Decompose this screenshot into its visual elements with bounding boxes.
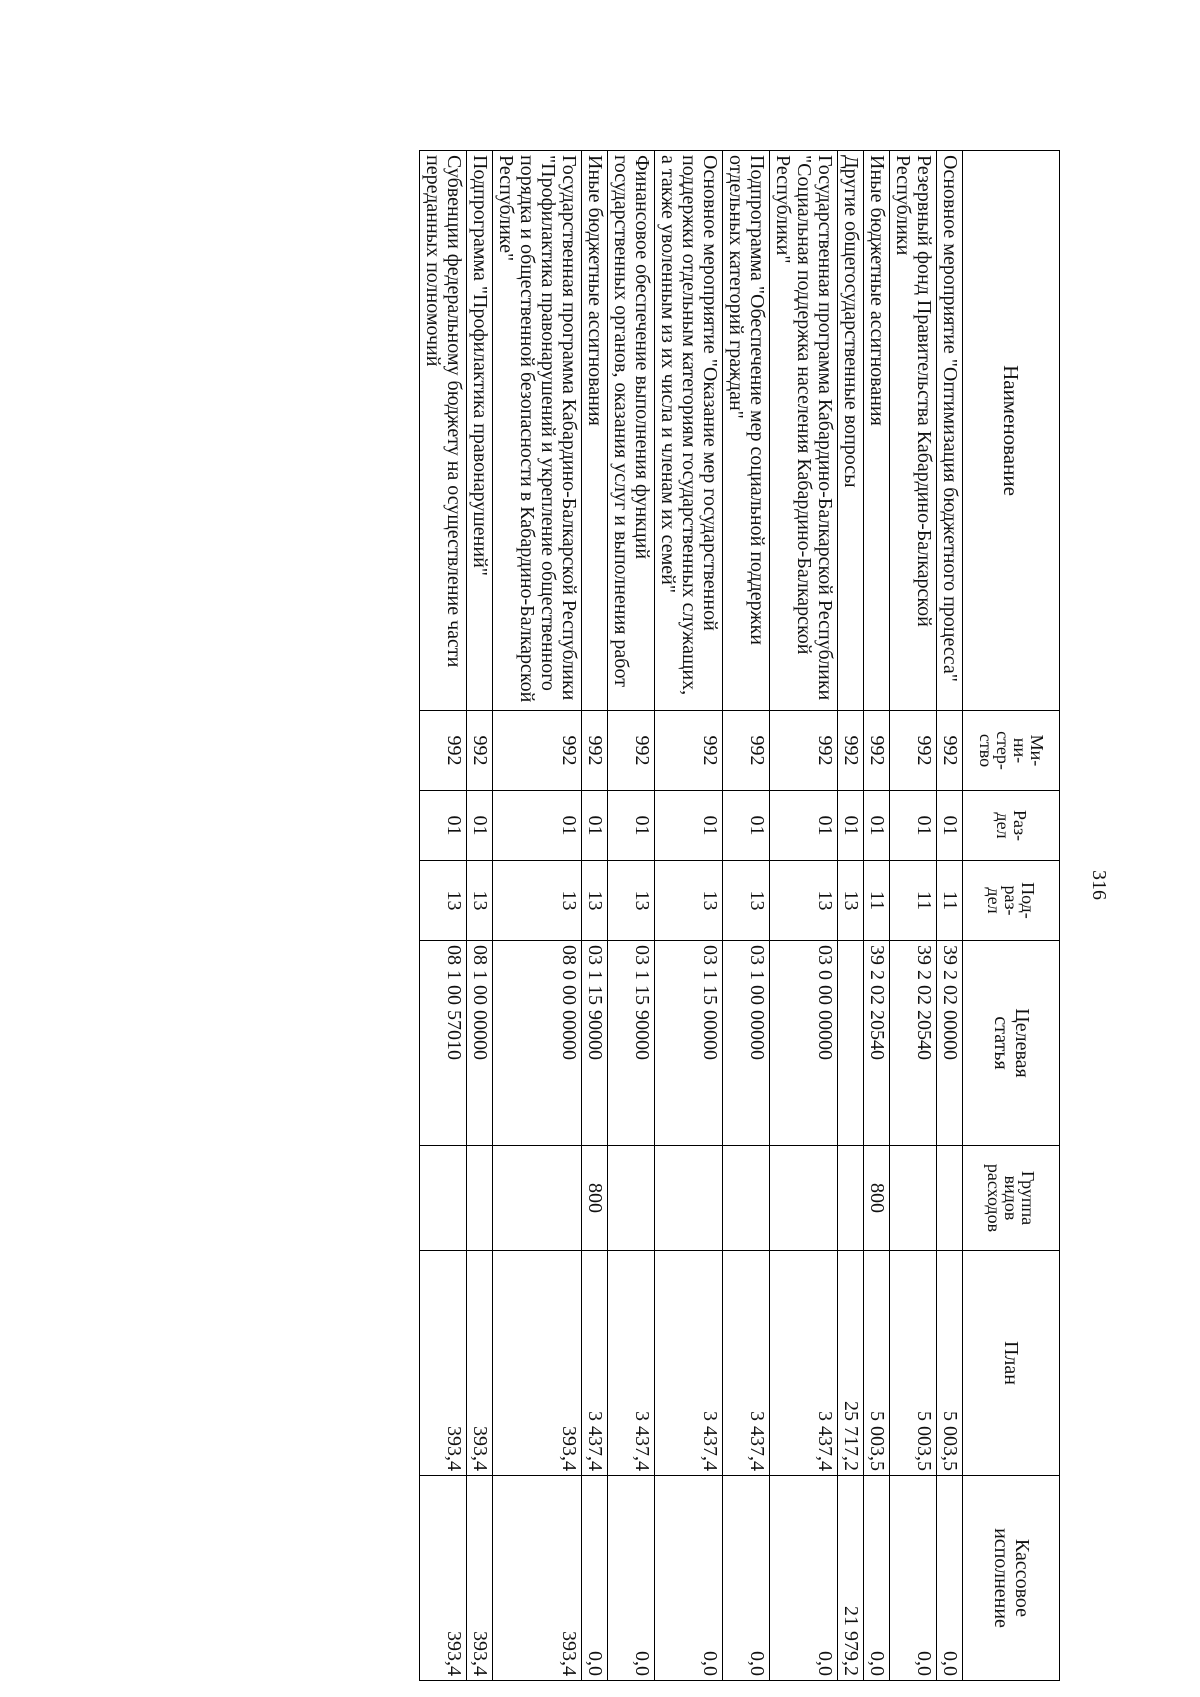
cell-subsection: 11 xyxy=(864,861,890,941)
header-subsection xyxy=(963,861,1060,941)
cell-target: 03 1 15 90000 xyxy=(608,941,655,1146)
cell-expense-group xyxy=(655,1146,723,1251)
header-plan: План xyxy=(963,1251,1060,1476)
cell-execution: 0,0 xyxy=(864,1476,890,1681)
cell-plan: 393,4 xyxy=(467,1251,493,1476)
table-row xyxy=(655,151,723,1681)
cell-target xyxy=(838,941,864,1146)
cell-target: 03 1 00 00000 xyxy=(723,941,770,1146)
header-name: Наименование xyxy=(963,151,1060,711)
cell-execution: 0,0 xyxy=(937,1476,963,1681)
header-expense-group-text: Группа видов расходов xyxy=(984,1163,1039,1233)
table-row xyxy=(838,151,864,1681)
cell-target: 08 1 00 00000 xyxy=(467,941,493,1146)
cell-execution: 393,4 xyxy=(420,1476,467,1681)
cell-plan: 393,4 xyxy=(493,1251,582,1476)
cell-execution: 0,0 xyxy=(890,1476,937,1681)
cell-execution: 0,0 xyxy=(608,1476,655,1681)
cell-ministry: 992 xyxy=(608,711,655,791)
cell-section: 01 xyxy=(770,791,838,861)
cell-plan: 5 003,5 xyxy=(890,1251,937,1476)
rotated-table-wrapper xyxy=(200,150,1060,1680)
cell-expense-group xyxy=(608,1146,655,1251)
cell-ministry: 992 xyxy=(420,711,467,791)
table-row xyxy=(582,151,608,1681)
cell-name: Подпрограмма "Обеспечение мер социальной поддержки отдельных категорий граждан" xyxy=(723,151,770,711)
cell-ministry: 992 xyxy=(770,711,838,791)
table-row xyxy=(420,151,467,1681)
cell-target: 03 0 00 00000 xyxy=(770,941,838,1146)
cell-expense-group xyxy=(420,1146,467,1251)
cell-execution: 0,0 xyxy=(723,1476,770,1681)
cell-expense-group xyxy=(838,1146,864,1251)
cell-subsection: 13 xyxy=(608,861,655,941)
cell-ministry: 992 xyxy=(467,711,493,791)
cell-execution: 0,0 xyxy=(770,1476,838,1681)
cell-expense-group xyxy=(937,1146,963,1251)
cell-name: Финансовое обеспечение выполнения функций государственных органов, оказания услуг и выполнения работ xyxy=(608,151,655,711)
cell-subsection: 13 xyxy=(723,861,770,941)
cell-section: 01 xyxy=(420,791,467,861)
cell-name: Подпрограмма "Профилактика правонарушений" xyxy=(467,151,493,711)
cell-plan: 25 717,2 xyxy=(838,1251,864,1476)
cell-expense-group xyxy=(467,1146,493,1251)
cell-ministry: 992 xyxy=(864,711,890,791)
table-row xyxy=(864,151,890,1681)
cell-ministry: 992 xyxy=(723,711,770,791)
cell-name: Основное мероприятие "Оптимизация бюджетного процесса" xyxy=(937,151,963,711)
cell-target: 08 1 00 57010 xyxy=(420,941,467,1146)
table-row xyxy=(937,151,963,1681)
header-ministry-text: Ми- ни- стер- ство xyxy=(976,731,1047,770)
cell-subsection: 11 xyxy=(890,861,937,941)
table-row xyxy=(770,151,838,1681)
cell-ministry: 992 xyxy=(838,711,864,791)
cell-name: Субвенции федеральному бюджету на осуществление части переданных полномочий xyxy=(420,151,467,711)
cell-execution: 393,4 xyxy=(467,1476,493,1681)
header-execution xyxy=(963,1476,1060,1681)
cell-name: Иные бюджетные ассигнования xyxy=(864,151,890,711)
cell-subsection: 13 xyxy=(582,861,608,941)
cell-execution: 21 979,2 xyxy=(838,1476,864,1681)
cell-subsection: 13 xyxy=(655,861,723,941)
cell-target: 03 1 15 00000 xyxy=(655,941,723,1146)
cell-plan: 3 437,4 xyxy=(655,1251,723,1476)
table-row xyxy=(493,151,582,1681)
cell-plan: 5 003,5 xyxy=(864,1251,890,1476)
cell-name: Резервный фонд Правительства Кабардино-Балкарской Республики xyxy=(890,151,937,711)
cell-plan: 3 437,4 xyxy=(608,1251,655,1476)
cell-name: Другие общегосударственные вопросы xyxy=(838,151,864,711)
cell-section: 01 xyxy=(582,791,608,861)
header-section xyxy=(963,791,1060,861)
cell-ministry: 992 xyxy=(655,711,723,791)
table-row xyxy=(467,151,493,1681)
cell-plan: 3 437,4 xyxy=(770,1251,838,1476)
cell-plan: 3 437,4 xyxy=(582,1251,608,1476)
cell-expense-group xyxy=(890,1146,937,1251)
cell-section: 01 xyxy=(937,791,963,861)
cell-section: 01 xyxy=(864,791,890,861)
table-row xyxy=(608,151,655,1681)
cell-ministry: 992 xyxy=(493,711,582,791)
header-expense-group xyxy=(963,1146,1060,1251)
budget-table xyxy=(419,150,1060,1681)
header-target xyxy=(963,941,1060,1146)
cell-section: 01 xyxy=(467,791,493,861)
header-target-text: Целевая статья xyxy=(990,1008,1033,1078)
cell-subsection: 13 xyxy=(493,861,582,941)
table-row xyxy=(723,151,770,1681)
cell-name: Государственная программа Кабардино-Балкарской Республики "Профилактика правонарушений и укрепление общественного порядка и общественной безопасности в Кабардино-Балкарской Республике" xyxy=(493,151,582,711)
cell-execution: 0,0 xyxy=(655,1476,723,1681)
cell-target: 39 2 02 20540 xyxy=(890,941,937,1146)
cell-section: 01 xyxy=(723,791,770,861)
cell-expense-group xyxy=(723,1146,770,1251)
cell-ministry: 992 xyxy=(937,711,963,791)
header-ministry xyxy=(963,711,1060,791)
cell-subsection: 13 xyxy=(838,861,864,941)
header-execution-text: Кассовое исполнение xyxy=(990,1528,1033,1628)
cell-subsection: 13 xyxy=(770,861,838,941)
cell-plan: 393,4 xyxy=(420,1251,467,1476)
cell-expense-group: 800 xyxy=(864,1146,890,1251)
header-subsection-text: Под- раз- дел xyxy=(984,882,1039,919)
cell-ministry: 992 xyxy=(582,711,608,791)
cell-plan: 3 437,4 xyxy=(723,1251,770,1476)
cell-subsection: 13 xyxy=(420,861,467,941)
cell-plan: 5 003,5 xyxy=(937,1251,963,1476)
table-row xyxy=(890,151,937,1681)
cell-ministry: 992 xyxy=(890,711,937,791)
cell-section: 01 xyxy=(838,791,864,861)
header-section-text: Раз- дел xyxy=(993,809,1030,842)
cell-execution: 0,0 xyxy=(582,1476,608,1681)
cell-expense-group xyxy=(770,1146,838,1251)
cell-subsection: 11 xyxy=(937,861,963,941)
cell-section: 01 xyxy=(890,791,937,861)
cell-execution: 393,4 xyxy=(493,1476,582,1681)
cell-section: 01 xyxy=(608,791,655,861)
page-number: 316 xyxy=(1088,870,1110,900)
cell-expense-group: 800 xyxy=(582,1146,608,1251)
cell-section: 01 xyxy=(655,791,723,861)
cell-target: 39 2 02 20540 xyxy=(864,941,890,1146)
cell-subsection: 13 xyxy=(467,861,493,941)
cell-target: 03 1 15 90000 xyxy=(582,941,608,1146)
cell-name: Иные бюджетные ассигнования xyxy=(582,151,608,711)
cell-expense-group xyxy=(493,1146,582,1251)
cell-target: 39 2 02 00000 xyxy=(937,941,963,1146)
cell-target: 08 0 00 00000 xyxy=(493,941,582,1146)
cell-section: 01 xyxy=(493,791,582,861)
cell-name: Государственная программа Кабардино-Балкарской Республики "Социальная поддержка населения Кабардино-Балкарской Республики" xyxy=(770,151,838,711)
cell-name: Основное мероприятие "Оказание мер государственной поддержки отдельным категориям государственных служащих, а также уволенным из их числа и членам их семей" xyxy=(655,151,723,711)
table-header-row xyxy=(963,151,1060,1681)
